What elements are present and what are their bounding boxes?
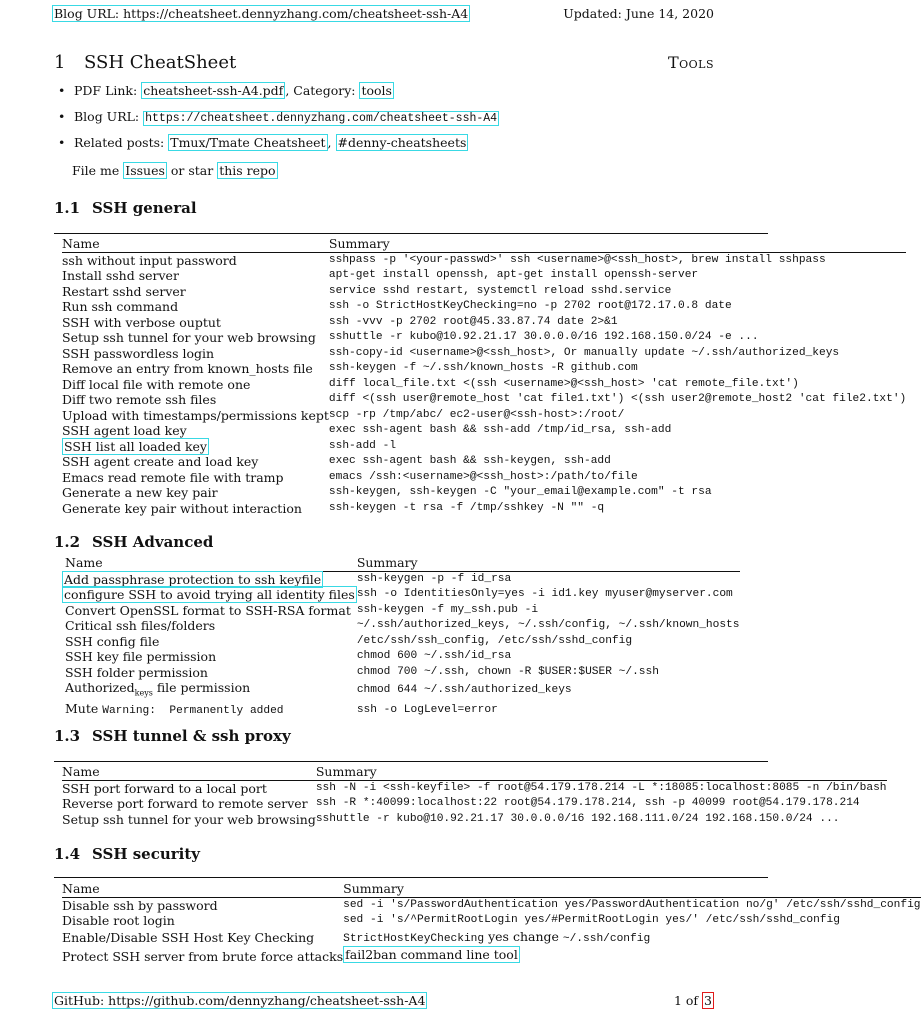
row-name: Run ssh command	[62, 299, 179, 314]
category-tag: Tools	[667, 53, 714, 72]
table-row	[62, 913, 921, 929]
table-row	[62, 454, 906, 470]
table-row	[62, 796, 887, 812]
row-summary: ssh-keygen -f my_ssh.pub -i	[356, 603, 539, 616]
table-header-row	[62, 555, 740, 571]
bullet-label: Related posts:	[74, 135, 169, 150]
row-summary: exec ssh-agent bash && ssh-add /tmp/id_rsa, ssh-add	[328, 424, 672, 436]
row-name: Install sshd server	[62, 268, 179, 283]
row-name: SSH key file permission	[65, 649, 217, 664]
footer-page-number	[674, 993, 714, 1008]
row-name	[62, 701, 357, 720]
table-row	[62, 649, 740, 665]
row-summary: sed -i 's/PasswordAuthentication yes/PasswordAuthentication no/g' /etc/ssh/sshd_config	[343, 898, 921, 911]
fail2ban-link[interactable]: fail2ban command line tool	[345, 947, 518, 962]
col-header-summary: Summary	[316, 764, 887, 780]
file-me-line	[72, 163, 278, 178]
table-row	[62, 929, 921, 948]
table-row	[62, 268, 906, 284]
row-name: SSH agent create and load key	[62, 454, 259, 469]
table-row	[62, 361, 906, 377]
row-name: Generate key pair without interaction	[62, 500, 302, 516]
ssh-advanced-table	[62, 555, 740, 720]
table-row	[62, 377, 906, 393]
table-row	[62, 634, 740, 650]
row-name-link[interactable]: configure SSH to avoid trying all identity files	[64, 587, 355, 602]
table-row	[62, 587, 740, 603]
header-blog-link[interactable]: Blog URL: https://cheatsheet.dennyzhang.com/cheatsheet-ssh-A4	[54, 6, 469, 21]
subsection-advanced-title	[54, 533, 213, 551]
section-title	[54, 52, 236, 73]
row-summary: chmod 600 ~/.ssh/id_rsa	[356, 650, 512, 662]
table-row	[62, 299, 906, 315]
row-name-text: file permission	[152, 680, 251, 695]
subsection-title-text: SSH general	[92, 199, 197, 217]
row-name: Enable/Disable SSH Host Key Checking	[62, 930, 315, 945]
subsection-general-title	[54, 199, 197, 217]
ssh-tunnel-table	[62, 764, 887, 827]
table-row	[62, 680, 740, 701]
table-row	[62, 392, 906, 408]
row-summary: ~/.ssh/authorized_keys, ~/.ssh/config, ~/.ssh/known_hosts	[356, 619, 740, 631]
repo-link[interactable]: this repo	[219, 163, 276, 178]
table-row	[62, 439, 906, 455]
row-name: Remove an entry from known_hosts file	[62, 361, 313, 376]
issues-link[interactable]: Issues	[125, 163, 165, 178]
bullet-pdf	[58, 82, 499, 108]
row-summary	[343, 947, 920, 966]
col-header-summary: Summary	[357, 555, 740, 571]
row-summary: emacs /ssh:<username>@<ssh_host>:/path/to/file	[328, 470, 638, 483]
col-header-summary: Summary	[343, 881, 920, 897]
row-name-link-cell	[62, 439, 329, 455]
subsection-number: 1.4	[54, 845, 81, 863]
subsection-number: 1.2	[54, 533, 81, 551]
row-name: Disable ssh by password	[62, 897, 218, 913]
row-summary-mono: StrictHostKeyChecking	[343, 932, 485, 945]
row-summary: diff <(ssh user@remote_host 'cat file1.txt') <(ssh user2@remote_host2 'cat file2.txt')	[328, 393, 907, 405]
category-link[interactable]: tools	[361, 83, 392, 98]
col-header-name: Name	[62, 555, 357, 571]
subsection-security-title	[54, 845, 200, 863]
table-row	[62, 665, 740, 681]
row-summary-text: yes change	[484, 928, 563, 944]
row-summary: scp -rp /tmp/abc/ ec2-user@<ssh-host>:/root/	[328, 408, 625, 421]
row-summary: service sshd restart, systemctl reload sshd.service	[328, 284, 672, 297]
header-blog-url[interactable]	[52, 6, 470, 21]
row-name: Critical ssh files/folders	[65, 618, 216, 633]
subsection-number: 1.3	[54, 727, 81, 745]
row-summary: ssh -N -i <ssh-keyfile> -f root@54.179.178.214 -L *:18085:localhost:8085 -n /bin/bash	[315, 781, 887, 794]
row-summary	[357, 665, 740, 681]
subsection-tunnel-title	[54, 727, 291, 745]
table-top-rule	[54, 877, 768, 878]
row-summary: sshuttle -r kubo@10.92.21.17 30.0.0.0/16 192.168.150.0/24 -e ...	[328, 331, 759, 343]
row-summary: exec ssh-agent bash && ssh-keygen, ssh-add	[328, 455, 611, 467]
table-header-row	[62, 881, 921, 897]
bullet-label: , Category:	[285, 83, 360, 98]
footer-github[interactable]	[52, 993, 427, 1008]
row-name: Generate a new key pair	[62, 485, 218, 500]
row-name-text: Authorized	[65, 680, 135, 695]
table-row	[62, 780, 887, 796]
row-name: Protect SSH server from brute force attacks	[62, 948, 344, 964]
bullet-label: PDF Link:	[74, 83, 142, 98]
table-row	[62, 330, 906, 346]
row-summary: ssh-keygen -p -f id_rsa	[356, 572, 512, 585]
table-row	[62, 284, 906, 300]
subsection-number: 1.1	[54, 199, 81, 217]
row-summary: sed -i 's/^PermitRootLogin yes/#PermitRootLogin yes/' /etc/ssh/sshd_config	[343, 914, 840, 926]
table-row	[62, 346, 906, 362]
row-summary: chmod 644 ~/.ssh/authorized_keys	[356, 683, 572, 696]
row-name-subscript: keys	[134, 688, 153, 698]
row-name	[62, 680, 357, 701]
ssh-security-table	[62, 881, 921, 966]
row-name-link[interactable]: Add passphrase protection to ssh keyfile	[64, 571, 322, 587]
section-number: 1	[54, 52, 66, 73]
row-name: SSH folder permission	[65, 664, 208, 680]
row-summary	[343, 929, 920, 948]
table-row	[62, 812, 887, 828]
row-summary: ssh -o IdentitiesOnly=yes -i id1.key myuser@myserver.com	[356, 588, 733, 600]
table-row	[62, 485, 906, 501]
table-row	[62, 408, 906, 424]
related-link-tmux[interactable]: Tmux/Tmate Cheatsheet	[170, 135, 326, 150]
row-summary: ssh-keygen -f ~/.ssh/known_hosts -R github.com	[328, 362, 638, 374]
section-title-text: SSH CheatSheet	[84, 52, 237, 73]
table-row	[62, 947, 921, 966]
row-name: Emacs read remote file with tramp	[62, 469, 284, 485]
table-row	[62, 315, 906, 331]
table-row	[62, 470, 906, 486]
bullet-label: ,	[327, 135, 336, 150]
info-bullets	[58, 82, 499, 160]
row-name: Reverse port forward to remote server	[62, 796, 308, 811]
row-name: Setup ssh tunnel for your web browsing	[62, 811, 316, 827]
col-header-name: Name	[62, 764, 316, 780]
row-summary: ssh-add -l	[328, 439, 397, 452]
row-summary: ssh-keygen -t rsa -f /tmp/sshkey -N "" -q	[328, 501, 605, 514]
table-row	[62, 618, 740, 634]
row-name: Convert OpenSSL format to SSH-RSA format	[65, 602, 351, 618]
row-name: SSH config file	[65, 633, 160, 649]
row-name: ssh without input password	[62, 252, 237, 268]
row-summary: ssh -R *:40099:localhost:22 root@54.179.178.214, ssh -p 40099 root@54.179.178.214	[315, 797, 860, 809]
row-name: Setup ssh tunnel for your web browsing	[62, 330, 316, 345]
header-updated: Updated: June 14, 2020	[563, 6, 714, 21]
row-name: Disable root login	[62, 913, 175, 928]
row-name-text: Mute	[65, 701, 103, 716]
table-row	[62, 571, 740, 587]
row-summary: ssh -o StrictHostKeyChecking=no -p 2702 root@172.17.0.8 date	[328, 300, 732, 312]
subsection-title-text: SSH tunnel & ssh proxy	[92, 727, 291, 745]
ssh-general-table	[62, 236, 906, 516]
table-row	[62, 423, 906, 439]
row-summary: apt-get install openssh, apt-get install openssh-server	[328, 269, 699, 281]
col-header-summary: Summary	[329, 236, 906, 252]
row-name: Restart sshd server	[62, 283, 186, 299]
row-name: Upload with timestamps/permissions kept	[62, 407, 329, 423]
fileme-text: File me	[72, 163, 124, 178]
row-name: SSH agent load key	[62, 423, 187, 438]
row-name: Diff two remote ssh files	[62, 392, 217, 407]
row-summary-mono: ~/.ssh/config	[562, 932, 651, 945]
row-summary: ssh-copy-id <username>@<ssh_host>, Or manually update ~/.ssh/authorized_keys	[328, 346, 840, 359]
row-summary: ssh-keygen, ssh-keygen -C "your_email@example.com" -t rsa	[328, 486, 712, 498]
table-row	[62, 252, 906, 268]
table-header-row	[62, 764, 887, 780]
subsection-title-text: SSH Advanced	[92, 533, 214, 551]
row-summary: sshuttle -r kubo@10.92.21.17 30.0.0.0/16 192.168.111.0/24 192.168.150.0/24 ...	[315, 812, 840, 825]
page-total-link[interactable]: 3	[704, 993, 712, 1008]
row-summary: ssh -vvv -p 2702 root@45.33.87.74 date 2>&1	[328, 315, 618, 328]
row-summary: sshpass -p '<your-passwd>' ssh <username>@<ssh_host>, brew install sshpass	[328, 253, 826, 266]
table-row	[62, 501, 906, 517]
bullet-blog	[58, 108, 499, 134]
row-summary: /etc/ssh/ssh_config, /etc/ssh/sshd_config	[356, 634, 633, 647]
blog-link[interactable]: https://cheatsheet.dennyzhang.com/cheatsheet-ssh-A4	[145, 112, 498, 125]
bullet-label: Blog URL:	[74, 109, 144, 124]
fileme-text: or star	[166, 163, 218, 178]
row-name: SSH passwordless login	[62, 345, 215, 361]
page-prefix: 1 of	[673, 993, 703, 1008]
row-name-link[interactable]: SSH list all loaded key	[64, 438, 207, 454]
table-header-row	[62, 236, 906, 252]
col-header-name: Name	[62, 236, 329, 252]
bullet-related	[58, 134, 499, 160]
row-name-link-cell	[62, 571, 357, 587]
row-summary: diff local_file.txt <(ssh <username>@<ssh_host> 'cat remote_file.txt')	[328, 377, 799, 390]
row-name-link-cell	[62, 587, 357, 603]
table-top-rule	[54, 761, 768, 762]
table-row	[62, 603, 740, 619]
row-name: SSH port forward to a local port	[62, 780, 267, 796]
related-link-cheatsheets[interactable]: #denny-cheatsheets	[337, 135, 467, 150]
table-top-rule	[54, 233, 768, 234]
table-row	[62, 897, 921, 913]
pdf-link[interactable]: cheatsheet-ssh-A4.pdf	[143, 83, 284, 98]
row-name: Diff local file with remote one	[62, 376, 251, 392]
subsection-title-text: SSH security	[92, 845, 201, 863]
row-summary: ssh -o LogLevel=error	[356, 703, 498, 716]
github-link[interactable]: GitHub: https://github.com/dennyzhang/cheatsheet-ssh-A4	[54, 993, 426, 1008]
col-header-name: Name	[62, 881, 343, 897]
row-name: SSH with verbose ouptut	[62, 314, 221, 330]
row-summary-text: chmod 700 ~/.ssh, chown -R $USER:$USER ~/.ssh	[356, 665, 659, 678]
table-row	[62, 701, 740, 720]
row-name-mono: Warning: Permanently added	[102, 705, 284, 717]
